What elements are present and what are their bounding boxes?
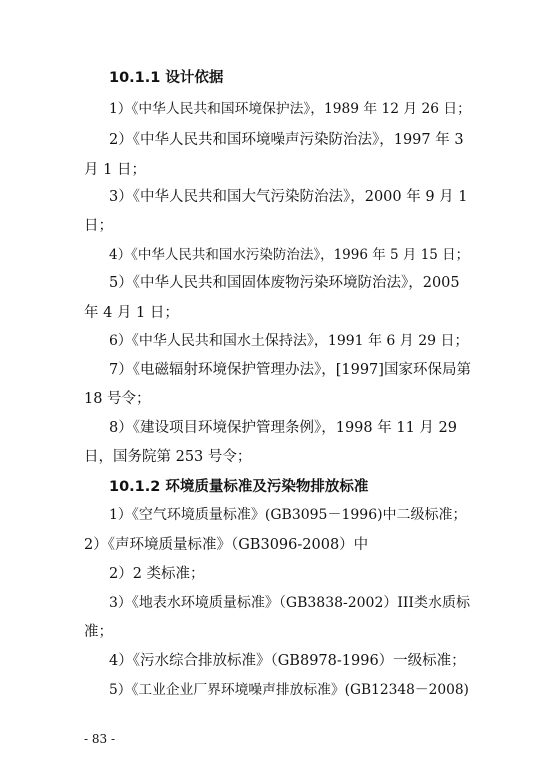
list-item-continuation: 18 号令； xyxy=(84,391,151,407)
list-item-continuation: 准； xyxy=(84,624,113,640)
list-item: 7）《电磁辐射环境保护管理办法》，[1997]国家环保局第 xyxy=(109,362,471,378)
list-item: 5）《中华人民共和国固体废物污染环境防治法》，2005 xyxy=(109,275,460,291)
list-item: 1）《中华人民共和国环境保护法》，1989 年 12 月 26 日； xyxy=(109,101,471,117)
list-item-continuation: 日，国务院第 253 号令； xyxy=(84,449,252,465)
list-item: 2）《声环境质量标准》（GB3096-2008）中 xyxy=(84,537,369,553)
list-item: 3）《地表水环境质量标准》（GB3838-2002）III类水质标 xyxy=(109,595,470,611)
list-item: 5）《工业企业厂界环境噪声排放标准》(GB12348－2008) xyxy=(109,682,469,698)
list-item: 1）《空气环境质量标准》(GB3095－1996)中二级标准； xyxy=(109,507,467,523)
list-item-continuation: 月 1 日； xyxy=(84,162,146,178)
section-heading-standards: 10.1.2 环境质量标准及污染物排放标准 xyxy=(109,479,369,495)
list-item: 3）《中华人民共和国大气污染防治法》，2000 年 9 月 1 xyxy=(109,189,468,205)
list-item: 4）《污水综合排放标准》（GB8978-1996）一级标准； xyxy=(109,653,466,669)
list-item-continuation: 日； xyxy=(84,218,113,234)
list-item: 2）2 类标准； xyxy=(109,566,205,582)
list-item: 6）《中华人民共和国水土保持法》，1991 年 6 月 29 日； xyxy=(109,333,469,349)
list-item: 8）《建设项目环境保护管理条例》，1998 年 11 月 29 xyxy=(109,420,457,436)
list-item-continuation: 年 4 月 1 日； xyxy=(84,305,179,321)
page-number: - 83 - xyxy=(84,732,116,746)
list-item: 2）《中华人民共和国环境噪声污染防治法》，1997 年 3 xyxy=(109,132,464,148)
list-item: 4）《中华人民共和国水污染防治法》，1996 年 5 月 15 日； xyxy=(109,247,470,263)
section-heading-design-basis: 10.1.1 设计依据 xyxy=(109,70,224,86)
